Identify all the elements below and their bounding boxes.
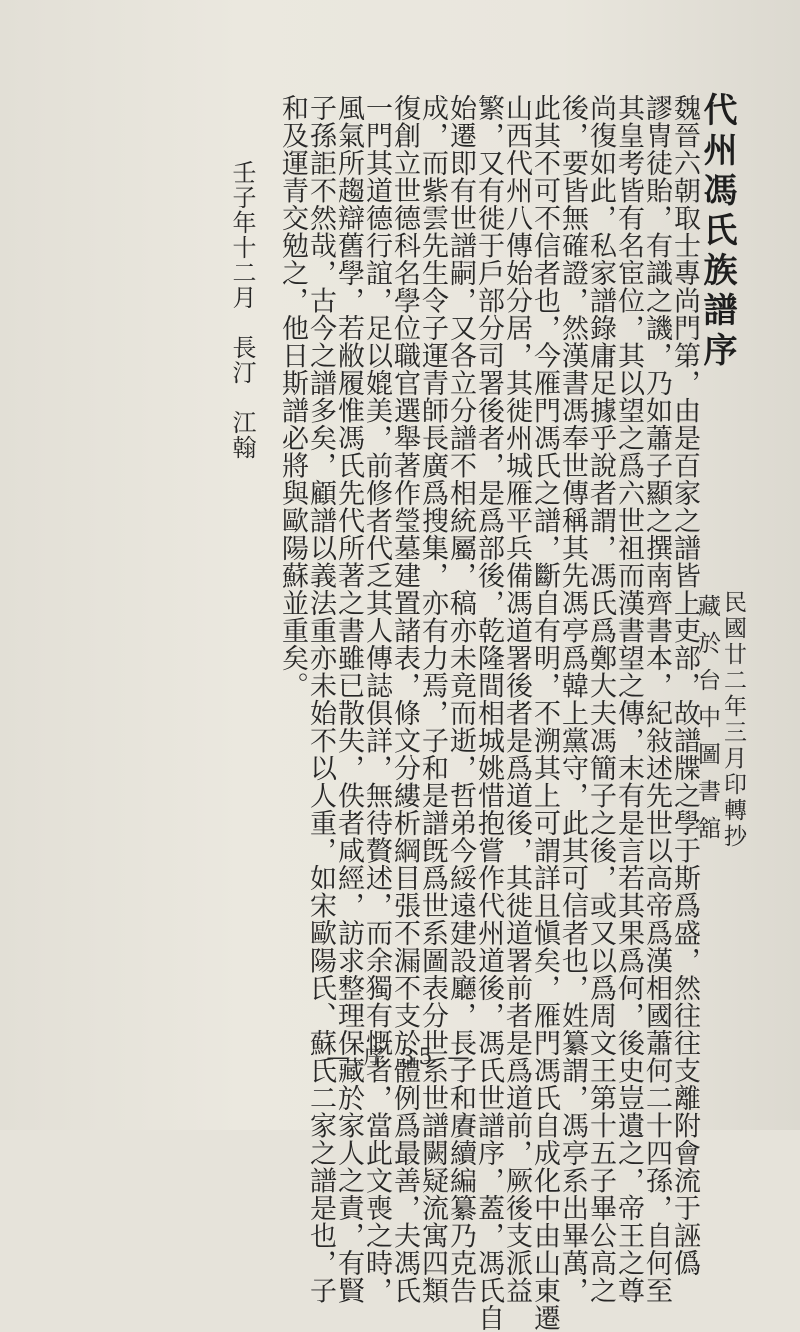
body-column-11: 復創立世德科名學位職官選舉著作瑩墓建置諸表，條文分縷析綱目張不漏不支於體例爲最善，夫馮氏	[389, 94, 420, 1304]
body-column-13: 風氣所趨辯舊學，若敝履惟馮氏先代所著之書雖已散失，佚者咸經，訪求整理保藏於家人之責，有賢	[333, 94, 364, 1304]
body-column-8: 繁，又有徙于戶部分司署後者，是爲部後，乾隆間相城姚惜抱嘗作代州道後，馮氏世譜序，蓋，馮氏自	[473, 94, 504, 1332]
document-title: 代州馮氏族譜序	[697, 92, 737, 372]
body-column-3: 其皇考皆有名宦位，其以望之爲六世祖而漢書望之傳，末有是言若其果爲何，後史豈遺之，帝王之尊	[613, 94, 644, 1304]
body-column-15: 和及運青交勉之，他日斯譜必將與歐陽蘇並重矣。	[277, 94, 308, 699]
body-column-14: 子孫詎不然哉，古今之譜多矣，顧譜以義法重亦未始不以人重，如宋歐陽氏、蘇氏二家之譜是也，子	[305, 94, 336, 1304]
page-number: — 序 35 —	[326, 1045, 474, 1070]
body-column-5: 後，要皆無確證，然漢書馮奉世傳稱其先馮亭爲韓上黨守，此其可信者也，姓纂謂，馮亭系出畢萬，	[557, 94, 588, 1304]
body-column-7: 山西代州八傳始分居，其徙州城雁平兵備馮道署後者是爲道後，其徙道署前者是爲道前，厥後支派益	[501, 94, 532, 1304]
body-column-12: 一門其道德行誼，足以媲美，前修者代乏其人傳誌俱詳，無待贅述，而余獨有慨者，當此文喪之時，	[361, 94, 392, 1304]
body-column-10: 成，而紫雲先生令子運青師長廣爲搜集，亦有力焉，子和是譜旣爲世系圖表分世系世譜闕疑流寓四類	[417, 94, 448, 1304]
holder-note: 藏於台中圖書舘	[694, 594, 720, 853]
body-column-6: 此其不可不信者也，今雁門馮氏之譜，斷自有明，不溯其上可謂詳且愼矣，雁門馮氏自成化中由山東遷	[529, 94, 560, 1332]
body-column-1: 魏晉六朝取士專尚門第，由是百家之譜皆上吏部，故譜牒之學于斯爲盛，然往往支離附會流于誣僞	[669, 94, 700, 1277]
reprint-note: 民國廿二年三月印轉抄	[720, 590, 746, 850]
signature-author: 長汀 江翰	[228, 335, 256, 460]
body-column-4: 尚復如此，私家譜錄庸足據乎說者謂，馮氏爲鄭大夫馮簡子之後，或又以爲周文王第十五子畢公高之	[585, 94, 616, 1304]
body-column-2: 謬冑徒貽，有識之譏，乃如蕭子顯之撰南齊書本，紀敍述先世以高帝爲漢相國蕭何二十四孫，自何至	[641, 94, 672, 1304]
body-column-9: 始遷即有世譜嗣，又各立分譜不相統屬，稿亦未竟而逝，哲弟今綏遠建設廳，長子和賡續編纂乃克告	[445, 94, 476, 1304]
signature-date: 壬子年十二月	[228, 160, 256, 310]
